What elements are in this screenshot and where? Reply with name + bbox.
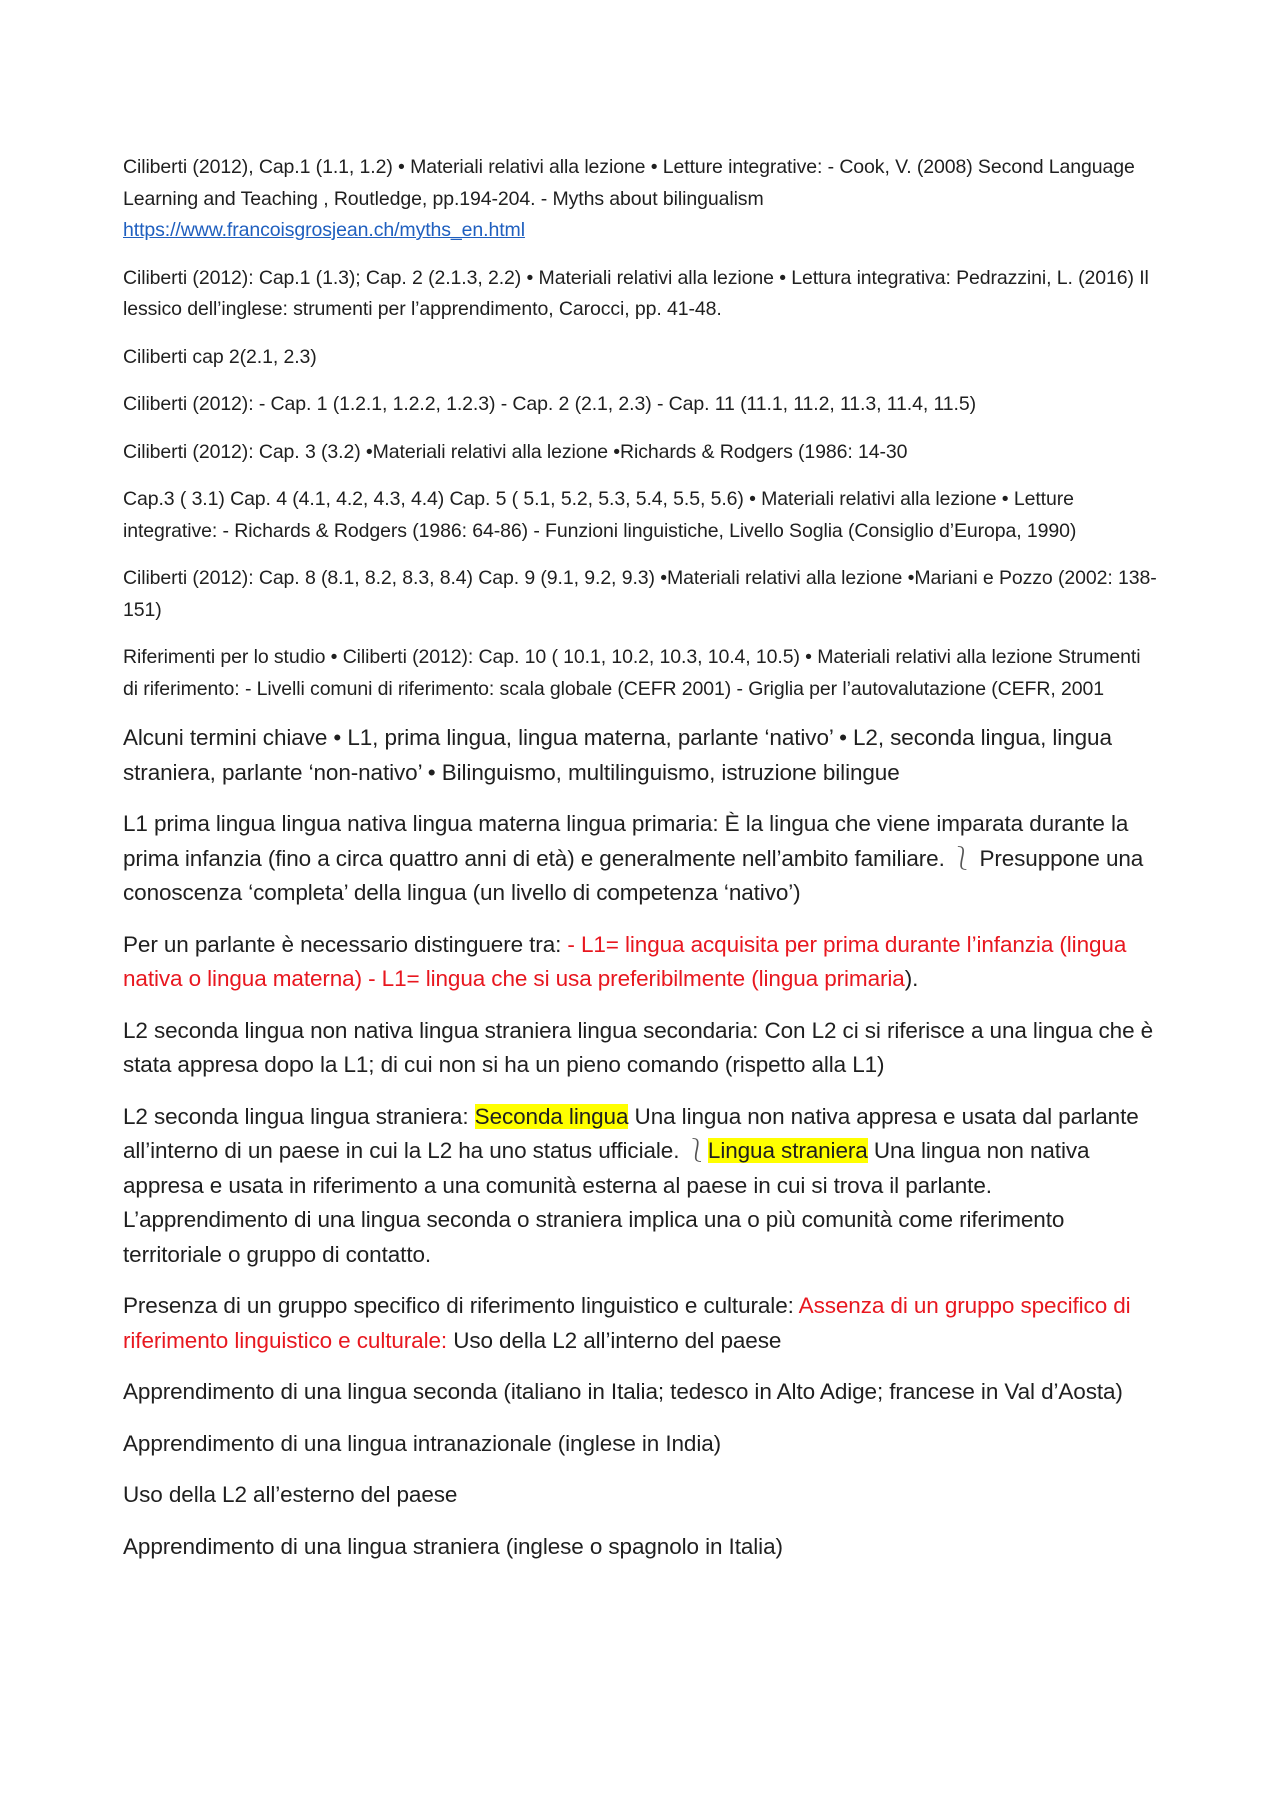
external-use-paragraph: Uso della L2 all’esterno del paese (123, 1482, 458, 1507)
reference-text: Ciliberti (2012), Cap.1 (1.1, 1.2) • Materiali relativi alla lezione • Letture integrative: - Cook, V. (2008) Second Language Learning and Teaching , Routledge, pp.194-204. - Myths about bilingualism (123, 156, 1135, 210)
reference-paragraph-2: Ciliberti (2012): Cap.1 (1.3); Cap. 2 (2.1.3, 2.2) • Materiali relativi alla lezione • Lettura integrativa: Pedrazzini, L. (2016) Il lessico dell’inglese: strumenti per l’apprendimento, Carocci, pp. 41-48. (123, 266, 1149, 320)
speaker-intro-text: Per un parlante è necessario distinguere tra: (123, 931, 568, 957)
document-page (123, 152, 1158, 1581)
reference-paragraph-8: Riferimenti per lo studio • Ciliberti (2012): Cap. 10 ( 10.1, 10.2, 10.3, 10.4, 10.5) • Materiali relativi alla lezione Strumenti di riferimento: - Livelli comuni di riferimento: scala globale (CEFR 2001) - Griglia per l’autovalutazione (CEFR, 2001 (123, 646, 1141, 700)
l1-definition-paragraph (123, 807, 1158, 911)
l1-definition-text-a: L1 prima lingua lingua nativa lingua materna lingua primaria: È la lingua che viene imparata durante la prima infanzia (fino a circa quattro anni di età) e generalmente nell’ambito familiare. (123, 811, 1129, 871)
reference-paragraph-4: Ciliberti (2012): - Cap. 1 (1.2.1, 1.2.2, 1.2.3) - Cap. 2 (2.1, 2.3) - Cap. 11 (11.1, 11.2, 11.3, 11.4, 11.5) (123, 393, 976, 415)
l2-types-text-2: Una lingua non nativa appresa e usata in riferimento a una comunità esterna al paese in cui si trova il parlante. L’apprendimento di una lingua seconda o straniera implica una o più comunità come riferimento territoriale o gruppo di contatto. (123, 1138, 1090, 1267)
highlight-seconda-lingua: Seconda lingua (474, 1103, 629, 1129)
myths-bilingualism-link[interactable]: https://www.francoisgrosjean.ch/myths_en.html (123, 219, 525, 241)
reference-paragraph-7: Ciliberti (2012): Cap. 8 (8.1, 8.2, 8.3, 8.4) Cap. 9 (9.1, 9.2, 9.3) •Materiali relativi alla lezione •Mariani e Pozzo (2002: 138-151) (123, 567, 1157, 621)
reference-paragraph-3: Ciliberti cap 2(2.1, 2.3) (123, 345, 317, 368)
bracket-icon: ⎱ (685, 1138, 708, 1163)
speaker-red-text: - L1= lingua acquisita per prima durante l’infanzia (lingua nativa o lingua materna) - L1= lingua che si usa preferibilmente (lingua primaria (123, 931, 1127, 991)
second-language-learning-paragraph: Apprendimento di una lingua seconda (italiano in Italia; tedesco in Alto Adige; francese in Val d’Aosta) (123, 1379, 1123, 1404)
speaker-end-text: ). (904, 966, 919, 991)
reference-group-paragraph (123, 1289, 1158, 1358)
reference-paragraph-1 (123, 152, 1158, 247)
highlight-lingua-straniera: Lingua straniera (707, 1138, 868, 1163)
l2-types-text-1: Una lingua non nativa appresa e usata dal parlante all’interno di un paese in cui la L2 ha uno status ufficiale. (123, 1103, 1139, 1163)
group-red-text: Assenza di un gruppo specifico di riferimento linguistico e culturale: (123, 1293, 1131, 1353)
reference-paragraph-6: Cap.3 ( 3.1) Cap. 4 (4.1, 4.2, 4.3, 4.4) Cap. 5 ( 5.1, 5.2, 5.3, 5.4, 5.5, 5.6) • Materiali relativi alla lezione • Letture integrative: - Richards & Rodgers (1986: 64-86) - Funzioni linguistiche, Livello Soglia (Consiglio d’Europa, 1990) (123, 488, 1077, 542)
l2-types-intro: L2 seconda lingua lingua straniera: (123, 1103, 475, 1129)
key-terms-paragraph: Alcuni termini chiave • L1, prima lingua, lingua materna, parlante ‘nativo’ • L2, seconda lingua, lingua straniera, parlante ‘non-nativo’ • Bilinguismo, multilinguismo, istruzione bilingue (123, 725, 1112, 785)
group-text-a: Presenza di un gruppo specifico di riferimento linguistico e culturale: (123, 1293, 799, 1318)
l2-types-paragraph (123, 1100, 1158, 1273)
bracket-icon: ⎱ (950, 845, 974, 871)
foreign-language-learning-paragraph: Apprendimento di una lingua straniera (inglese o spagnolo in Italia) (123, 1533, 783, 1559)
l2-definition-paragraph: L2 seconda lingua non nativa lingua straniera lingua secondaria: Con L2 ci si riferisce a una lingua che è stata appresa dopo la L1; di cui non si ha un pieno comando (rispetto alla L1) (123, 1017, 1154, 1077)
group-text-b: Uso della L2 all’interno del paese (447, 1327, 782, 1353)
speaker-distinction-paragraph (123, 928, 1158, 997)
l1-definition-text-b: Presuppone una conoscenza ‘completa’ della lingua (un livello di competenza ‘nativo’) (123, 845, 1144, 905)
intranational-language-paragraph: Apprendimento di una lingua intranazionale (inglese in India) (123, 1430, 722, 1456)
reference-paragraph-5: Ciliberti (2012): Cap. 3 (3.2) •Materiali relativi alla lezione •Richards & Rodgers (1986: 14-30 (123, 440, 908, 463)
